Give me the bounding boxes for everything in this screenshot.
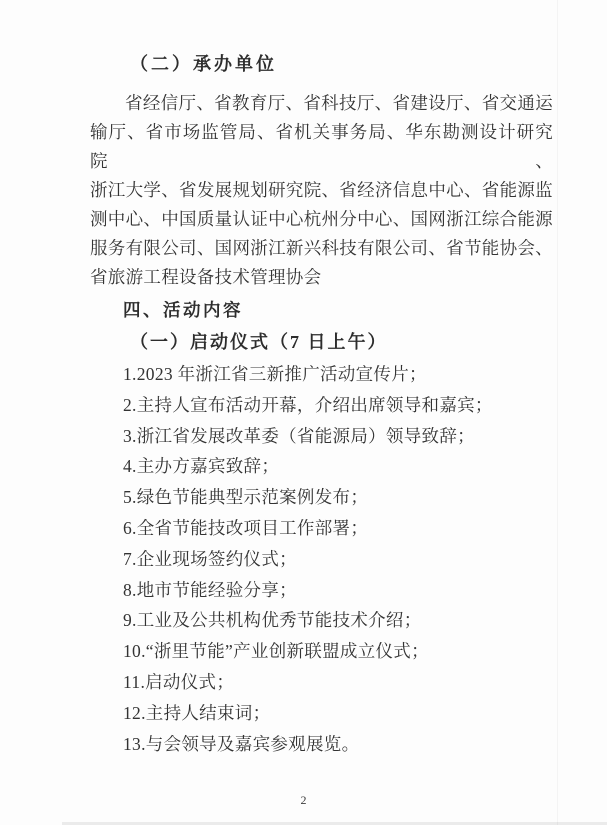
paragraph-line: 服务有限公司、国网浙江新兴科技有限公司、省节能协会、 [90, 238, 553, 258]
document-body [90, 49, 553, 759]
section-heading-undertaking-units: （二）承办单位 [130, 54, 277, 74]
agenda-item: 1.2023 年浙江省三新推广活动宣传片； [123, 364, 427, 384]
agenda-item: 7.企业现场签约仪式； [123, 548, 297, 569]
paragraph-line: 省旅游工程设备技术管理协会 [90, 267, 322, 287]
section-heading-activity-content: 四、活动内容 [123, 300, 243, 320]
agenda-item: 12.主持人结束词； [123, 702, 271, 723]
agenda-item: 3.浙江省发展改革委（省能源局）领导致辞； [123, 425, 475, 446]
agenda-item: 2.主持人宣布活动开幕，介绍出席领导和嘉宾； [123, 394, 493, 415]
paragraph-line: 输厅、省市场监管局、省机关事务局、华东勘测设计研究院、 [90, 122, 553, 171]
subsection-heading-launch-ceremony: （一）启动仪式（7 日上午） [130, 332, 388, 352]
organizers-paragraph [90, 89, 553, 292]
agenda-item: 6.全省节能技改项目工作部署； [123, 517, 369, 538]
agenda-item: 11.启动仪式； [123, 671, 235, 692]
agenda-list [90, 359, 553, 759]
agenda-item: 4.主办方嘉宾致辞； [123, 456, 280, 477]
agenda-item: 13.与会领导及嘉宾参观展览。 [123, 733, 360, 754]
agenda-item: 10.“浙里节能”产业创新联盟成立仪式； [123, 641, 429, 662]
agenda-item: 8.地市节能经验分享； [123, 579, 297, 600]
paragraph-line: 浙江大学、省发展规划研究院、省经济信息中心、省能源监 [90, 180, 553, 200]
page-number: 2 [300, 793, 307, 807]
agenda-item: 9.工业及公共机构优秀节能技术介绍； [123, 610, 422, 631]
agenda-item: 5.绿色节能典型示范案例发布； [123, 487, 369, 508]
paragraph-line: 测中心、中国质量认证中心杭州分中心、国网浙江综合能源 [90, 209, 553, 229]
scan-artifact-vertical-line [557, 0, 558, 825]
paragraph-line: 省经信厅、省教育厅、省科技厅、省建设厅、省交通运 [125, 93, 553, 113]
